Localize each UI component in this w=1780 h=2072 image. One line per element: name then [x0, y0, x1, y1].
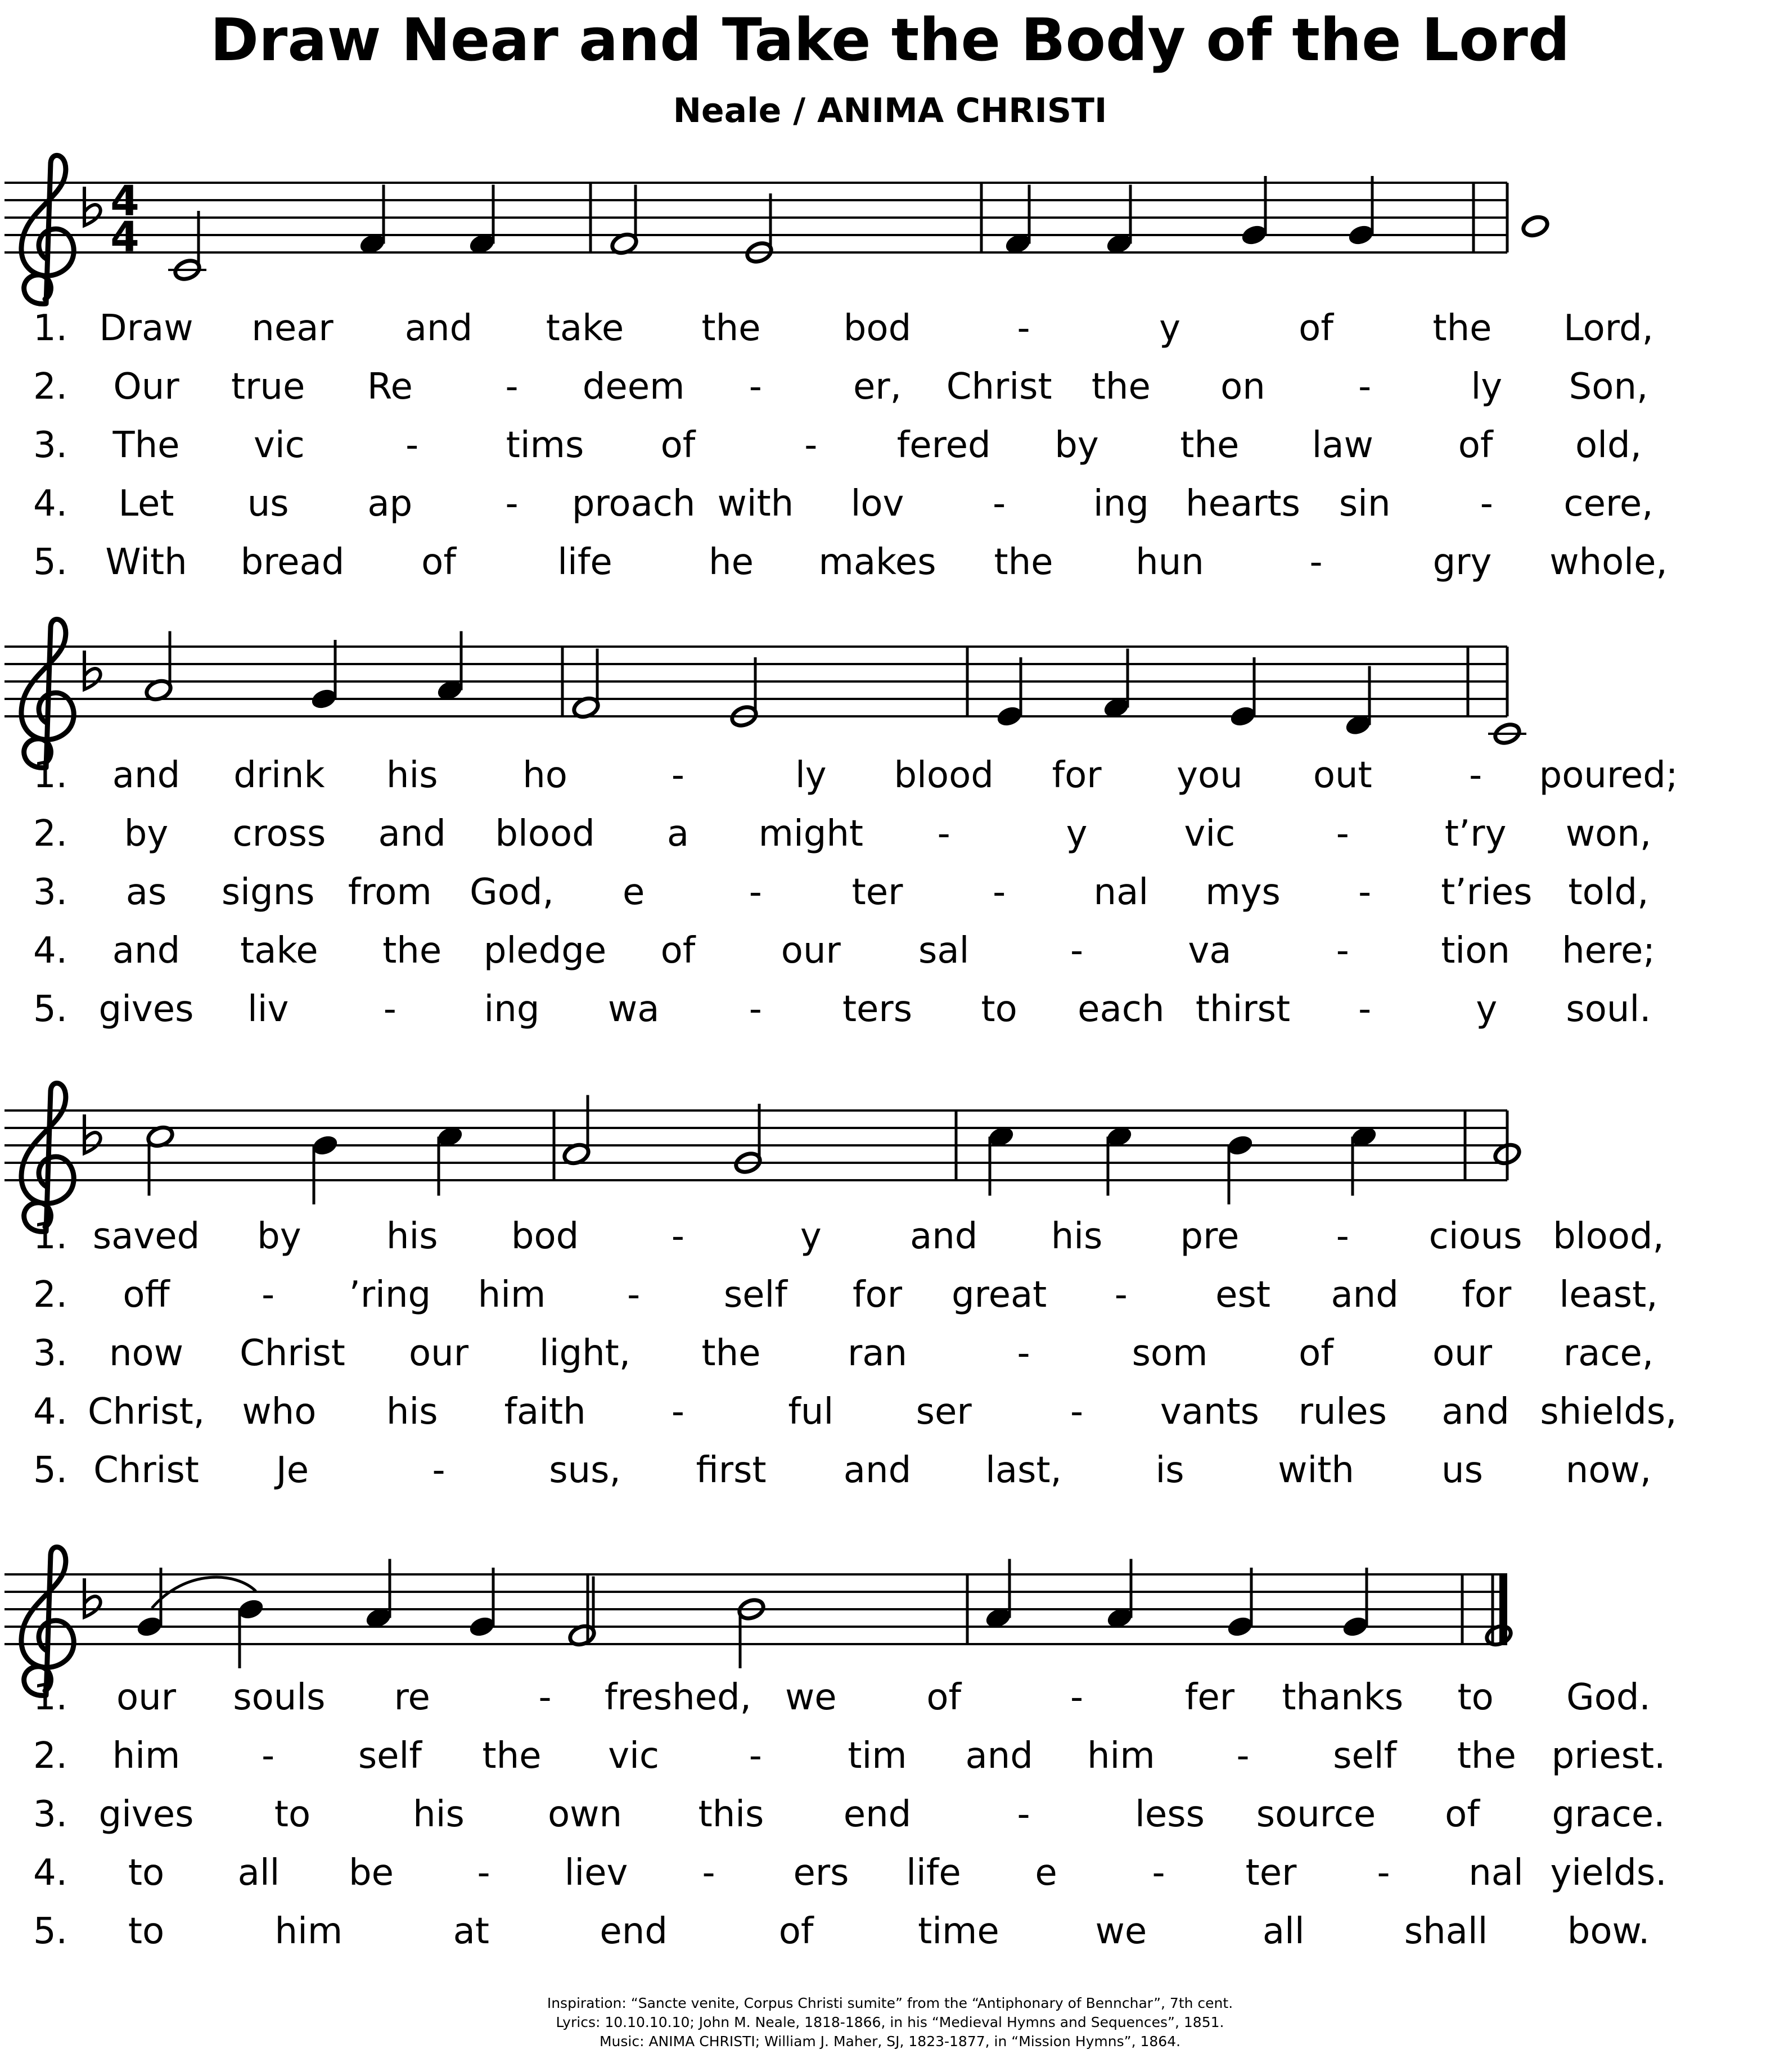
lyric-syllable: souls: [233, 1677, 326, 1718]
lyrics-block-2: [33, 755, 1678, 1030]
hyphen: -: [505, 366, 519, 408]
lyric-syllable: and: [404, 308, 473, 349]
lyric-syllable: sus,: [549, 1450, 621, 1491]
hyphen: -: [671, 1391, 685, 1433]
verse-number: 5.: [33, 988, 67, 1030]
lyric-syllable: gives: [98, 988, 194, 1030]
verse-number: 4.: [33, 1852, 67, 1894]
lyric-syllable: Christ,: [87, 1391, 205, 1433]
staff-system-2: [4, 619, 1526, 768]
verse-number: 1.: [33, 755, 67, 796]
lyric-syllable: pre: [1180, 1216, 1240, 1257]
lyric-syllable: Our: [113, 366, 179, 408]
lyric-syllable: hun: [1135, 541, 1204, 583]
lyric-syllable: ers: [793, 1852, 849, 1894]
lyric-syllable: fered: [896, 425, 991, 466]
verse-number: 5.: [33, 541, 67, 583]
hyphen: -: [749, 872, 762, 913]
lyric-syllable: soul.: [1566, 988, 1651, 1030]
hyphen: -: [1017, 1333, 1030, 1374]
verse-number: 1.: [33, 1216, 67, 1257]
lyric-syllable: now: [109, 1333, 184, 1374]
lyric-syllable: and: [909, 1216, 978, 1257]
lyric-syllable: old,: [1575, 425, 1642, 466]
lyrics-block-4: [33, 1677, 1667, 1952]
lyric-syllable: Lord,: [1563, 308, 1653, 349]
lyric-syllable: and: [843, 1450, 912, 1491]
lyric-syllable: his: [386, 1216, 438, 1257]
lyric-syllable: blood,: [1553, 1216, 1664, 1257]
verse-number: 3.: [33, 872, 67, 913]
lyric-syllable: grace.: [1552, 1794, 1665, 1835]
hyphen: -: [477, 1852, 490, 1894]
lyric-syllable: ap: [367, 483, 413, 525]
lyric-syllable: and: [1331, 1274, 1399, 1316]
lyric-syllable: at: [453, 1911, 489, 1952]
flat-sign-icon: [84, 1578, 101, 1617]
lyric-syllable: to: [1457, 1677, 1494, 1718]
hyphen: -: [804, 425, 818, 466]
lyric-syllable: som: [1132, 1333, 1208, 1374]
lyric-syllable: take: [240, 930, 318, 972]
lyric-syllable: Christ: [240, 1333, 345, 1374]
flat-sign-icon: [84, 651, 101, 689]
lyric-syllable: pledge: [483, 930, 607, 972]
lyric-syllable: rules: [1298, 1391, 1387, 1433]
hyphen: -: [671, 1216, 685, 1257]
lyric-syllable: each: [1078, 988, 1165, 1030]
verse-number: 2.: [33, 1735, 67, 1777]
lyric-syllable: him: [477, 1274, 546, 1316]
lyric-syllable: vic: [253, 425, 305, 466]
lyric-syllable: with: [717, 483, 794, 525]
verse-number: 3.: [33, 1794, 67, 1835]
hyphen: -: [432, 1450, 445, 1491]
flat-sign-icon: [84, 1114, 101, 1153]
hyphen: -: [262, 1274, 275, 1316]
lyric-syllable: nal: [1093, 872, 1149, 913]
lyric-syllable: of: [926, 1677, 962, 1718]
lyric-syllable: his: [386, 1391, 438, 1433]
lyric-syllable: of: [1458, 425, 1493, 466]
lyric-syllable: source: [1256, 1794, 1376, 1835]
final-bar-thick: [1499, 1574, 1507, 1644]
lyric-syllable: priest.: [1551, 1735, 1666, 1777]
hyphen: -: [1017, 1794, 1030, 1835]
lyric-syllable: and: [965, 1735, 1033, 1777]
hyphen: -: [405, 425, 419, 466]
lyric-syllable: our: [116, 1677, 177, 1718]
hyphen: -: [538, 1677, 552, 1718]
lyric-syllable: near: [251, 308, 334, 349]
lyric-syllable: y: [1476, 988, 1498, 1030]
hymn-subtitle: Neale / ANIMA CHRISTI: [673, 91, 1107, 130]
lyric-syllable: ly: [1471, 366, 1503, 408]
lyric-syllable: end: [600, 1911, 668, 1952]
staff-system-1: [4, 155, 1550, 304]
lyric-syllable: of: [660, 930, 696, 972]
hyphen: -: [627, 1274, 641, 1316]
lyric-syllable: of: [778, 1911, 814, 1952]
lyric-syllable: ly: [795, 755, 827, 796]
verse-number: 4.: [33, 930, 67, 972]
lyric-syllable: all: [237, 1852, 280, 1894]
lyric-syllable: thirst: [1195, 988, 1291, 1030]
lyric-syllable: tims: [506, 425, 584, 466]
lyric-syllable: re: [394, 1677, 430, 1718]
lyric-syllable: him: [112, 1735, 181, 1777]
lyric-syllable: who: [242, 1391, 317, 1433]
time-signature-top: 4: [110, 177, 139, 225]
hyphen: -: [1070, 1391, 1084, 1433]
hyphen: -: [993, 872, 1006, 913]
note-head: [1521, 214, 1550, 238]
lyric-syllable: drink: [233, 755, 325, 796]
lyric-syllable: bod: [843, 308, 912, 349]
lyrics-block-1: [33, 308, 1668, 583]
lyric-syllable: the: [482, 1735, 542, 1777]
lyric-syllable: vants: [1160, 1391, 1259, 1433]
lyric-syllable: tion: [1441, 930, 1510, 972]
lyric-syllable: to: [274, 1794, 311, 1835]
lyric-syllable: his: [1051, 1216, 1103, 1257]
lyric-syllable: yields.: [1550, 1852, 1667, 1894]
hyphen: -: [1358, 872, 1372, 913]
lyric-syllable: off: [123, 1274, 170, 1316]
lyric-syllable: blood: [894, 755, 994, 796]
lyric-syllable: ing: [484, 988, 540, 1030]
lyric-syllable: of: [421, 541, 456, 583]
lyric-syllable: mys: [1205, 872, 1281, 913]
lyric-syllable: liv: [247, 988, 289, 1030]
lyric-syllable: liev: [564, 1852, 628, 1894]
lyric-syllable: makes: [818, 541, 936, 583]
lyric-syllable: us: [1441, 1450, 1483, 1491]
lyric-syllable: our: [1432, 1333, 1493, 1374]
hyphen: -: [1017, 308, 1030, 349]
treble-clef-icon: [21, 619, 74, 768]
lyric-syllable: the: [1432, 308, 1492, 349]
lyric-syllable: t’ry: [1444, 813, 1507, 855]
lyric-syllable: for: [853, 1274, 902, 1316]
lyric-syllable: life: [906, 1852, 961, 1894]
lyric-syllable: by: [124, 813, 169, 855]
lyric-syllable: the: [1457, 1735, 1516, 1777]
lyric-syllable: won,: [1565, 813, 1652, 855]
lyric-syllable: he: [709, 541, 754, 583]
lyric-syllable: thanks: [1282, 1677, 1404, 1718]
lyric-syllable: ful: [788, 1391, 834, 1433]
lyric-syllable: great: [952, 1274, 1047, 1316]
lyric-syllable: gry: [1432, 541, 1492, 583]
verse-number: 5.: [33, 1450, 67, 1491]
lyric-syllable: Son,: [1569, 366, 1648, 408]
lyric-syllable: his: [413, 1794, 465, 1835]
lyric-syllable: signs: [221, 872, 315, 913]
verse-number: 1.: [33, 308, 67, 349]
lyric-syllable: true: [231, 366, 305, 408]
lyric-syllable: the: [701, 308, 761, 349]
lyric-syllable: ’ring: [349, 1274, 431, 1316]
lyric-syllable: fer: [1184, 1677, 1235, 1718]
lyric-syllable: him: [1087, 1735, 1155, 1777]
lyric-syllable: the: [994, 541, 1053, 583]
lyric-syllable: cross: [232, 813, 326, 855]
lyric-syllable: Christ: [946, 366, 1052, 408]
treble-clef-icon: [21, 155, 74, 304]
lyric-syllable: told,: [1568, 872, 1649, 913]
verse-number: 4.: [33, 1391, 67, 1433]
time-signature-bottom: 4: [110, 213, 139, 261]
lyric-syllable: and: [112, 755, 181, 796]
lyric-syllable: race,: [1563, 1333, 1654, 1374]
lyric-syllable: vic: [608, 1735, 660, 1777]
lyric-syllable: Christ: [93, 1450, 199, 1491]
verse-number: 5.: [33, 1911, 67, 1952]
lyric-syllable: of: [660, 425, 696, 466]
lyric-syllable: whole,: [1549, 541, 1668, 583]
lyric-syllable: sal: [918, 930, 970, 972]
lyric-syllable: lov: [850, 483, 904, 525]
lyric-syllable: With: [105, 541, 187, 583]
lyric-syllable: law: [1312, 425, 1373, 466]
hyphen: -: [1480, 483, 1493, 525]
lyric-syllable: bread: [240, 541, 345, 583]
lyric-syllable: and: [378, 813, 446, 855]
lyric-syllable: least,: [1559, 1274, 1658, 1316]
verse-number: 1.: [33, 1677, 67, 1718]
lyric-syllable: e: [622, 872, 645, 913]
lyric-syllable: ho: [522, 755, 567, 796]
verse-number: 2.: [33, 366, 67, 408]
lyric-syllable: y: [1066, 813, 1088, 855]
hyphen: -: [993, 483, 1006, 525]
lyric-syllable: e: [1035, 1852, 1057, 1894]
hyphen: -: [1358, 988, 1372, 1030]
verse-number: 2.: [33, 1274, 67, 1316]
footer-music: Music: ANIMA CHRISTI; William J. Maher, SJ, 1823-1877, in “Mission Hymns”, 1864.: [599, 2033, 1181, 2050]
hyphen: -: [1070, 1677, 1084, 1718]
lyric-syllable: we: [785, 1677, 837, 1718]
verse-number: 3.: [33, 425, 67, 466]
lyric-syllable: take: [546, 308, 624, 349]
hyphen: -: [702, 1852, 715, 1894]
lyric-syllable: as: [125, 872, 167, 913]
lyric-syllable: nal: [1468, 1852, 1524, 1894]
lyric-syllable: proach: [571, 483, 696, 525]
hymn-title: Draw Near and Take the Body of the Lord: [210, 6, 1570, 74]
lyric-syllable: self: [723, 1274, 787, 1316]
hyphen: -: [749, 988, 762, 1030]
hyphen: -: [1358, 366, 1372, 408]
hyphen: -: [262, 1735, 275, 1777]
flat-sign-icon: [84, 187, 101, 225]
lyric-syllable: y: [1159, 308, 1180, 349]
footer-lyrics: Lyrics: 10.10.10.10; John M. Neale, 1818-1866, in his “Medieval Hymns and Sequences”, 1851.: [556, 2014, 1224, 2030]
lyric-syllable: God.: [1566, 1677, 1651, 1718]
hyphen: -: [1070, 930, 1084, 972]
lyric-syllable: of: [1299, 308, 1333, 349]
lyric-syllable: for: [1462, 1274, 1512, 1316]
lyric-syllable: ran: [847, 1333, 908, 1374]
lyric-syllable: light,: [539, 1333, 631, 1374]
hyphen: -: [671, 755, 685, 796]
lyric-syllable: for: [1052, 755, 1102, 796]
hyphen: -: [1152, 1852, 1165, 1894]
lyric-syllable: and: [1441, 1391, 1509, 1433]
lyric-syllable: life: [557, 541, 612, 583]
lyric-syllable: now,: [1565, 1450, 1652, 1491]
lyric-syllable: by: [257, 1216, 301, 1257]
hyphen: -: [937, 813, 950, 855]
hyphen: -: [1114, 1274, 1128, 1316]
lyric-syllable: here;: [1562, 930, 1655, 972]
lyric-syllable: va: [1188, 930, 1232, 972]
lyric-syllable: the: [1091, 366, 1151, 408]
lyric-syllable: The: [112, 425, 180, 466]
hyphen: -: [1377, 1852, 1390, 1894]
lyric-syllable: Let: [118, 483, 174, 525]
staff-system-4: [4, 1547, 1513, 1695]
lyric-syllable: of: [1299, 1333, 1333, 1374]
lyric-syllable: all: [1262, 1911, 1305, 1952]
lyric-syllable: first: [696, 1450, 767, 1491]
footer-inspiration: Inspiration: “Sancte venite, Corpus Christi sumite” from the “Antiphonary of Bennchar”, 7th cent.: [547, 1995, 1233, 2011]
verse-number: 3.: [33, 1333, 67, 1374]
lyric-syllable: ter: [851, 872, 903, 913]
hyphen: -: [1469, 755, 1482, 796]
hyphen: -: [1336, 930, 1349, 972]
lyric-syllable: time: [918, 1911, 999, 1952]
lyric-syllable: gives: [98, 1794, 194, 1835]
lyric-syllable: and: [112, 930, 181, 972]
lyric-syllable: ser: [916, 1391, 972, 1433]
lyric-syllable: cere,: [1563, 483, 1653, 525]
lyric-syllable: out: [1313, 755, 1372, 796]
lyric-syllable: ing: [1093, 483, 1149, 525]
hyphen: -: [505, 483, 519, 525]
lyric-syllable: our: [408, 1333, 469, 1374]
lyric-syllable: self: [358, 1735, 422, 1777]
hyphen: -: [383, 988, 396, 1030]
hyphen: -: [1309, 541, 1323, 583]
staff-system-3: [4, 1083, 1522, 1231]
lyric-syllable: freshed,: [604, 1677, 751, 1718]
lyric-syllable: est: [1215, 1274, 1270, 1316]
treble-clef-icon: [21, 1547, 74, 1695]
lyric-syllable: the: [701, 1333, 761, 1374]
lyric-syllable: bow.: [1567, 1911, 1650, 1952]
lyric-syllable: saved: [92, 1216, 200, 1257]
lyric-syllable: er,: [853, 366, 902, 408]
lyric-syllable: God,: [470, 872, 554, 913]
hyphen: -: [749, 1735, 762, 1777]
lyric-syllable: blood: [495, 813, 595, 855]
lyric-syllable: might: [758, 813, 864, 855]
verse-number: 2.: [33, 813, 67, 855]
lyric-syllable: a: [666, 813, 690, 855]
lyric-syllable: you: [1177, 755, 1243, 796]
lyric-syllable: to: [128, 1852, 165, 1894]
lyric-syllable: deem: [582, 366, 685, 408]
lyric-syllable: ter: [1245, 1852, 1297, 1894]
lyric-syllable: Re: [367, 366, 413, 408]
lyric-syllable: ters: [842, 988, 913, 1030]
lyric-syllable: from: [348, 872, 432, 913]
lyric-syllable: us: [247, 483, 289, 525]
lyric-syllable: bod: [511, 1216, 579, 1257]
lyric-syllable: be: [349, 1852, 394, 1894]
lyric-syllable: self: [1333, 1735, 1397, 1777]
lyric-syllable: Draw: [99, 308, 193, 349]
lyric-syllable: y: [800, 1216, 822, 1257]
lyric-syllable: sin: [1339, 483, 1391, 525]
lyric-syllable: we: [1095, 1911, 1147, 1952]
lyric-syllable: the: [382, 930, 442, 972]
lyric-syllable: him: [274, 1911, 343, 1952]
lyric-syllable: vic: [1184, 813, 1236, 855]
lyric-syllable: of: [1445, 1794, 1480, 1835]
lyric-syllable: to: [128, 1911, 165, 1952]
lyric-syllable: is: [1155, 1450, 1184, 1491]
lyric-syllable: his: [386, 755, 438, 796]
lyric-syllable: on: [1220, 366, 1265, 408]
hyphen: -: [1236, 1735, 1250, 1777]
lyric-syllable: poured;: [1539, 755, 1678, 796]
lyric-syllable: cious: [1428, 1216, 1522, 1257]
lyric-syllable: t’ries: [1441, 872, 1533, 913]
lyric-syllable: by: [1055, 425, 1099, 466]
lyrics-block-3: [33, 1216, 1677, 1491]
lyric-syllable: with: [1278, 1450, 1354, 1491]
hyphen: -: [749, 366, 762, 408]
hyphen: -: [1336, 813, 1349, 855]
lyric-syllable: wa: [607, 988, 660, 1030]
lyric-syllable: less: [1135, 1794, 1205, 1835]
treble-clef-icon: [21, 1083, 74, 1231]
hyphen: -: [1336, 1216, 1349, 1257]
lyric-syllable: last,: [985, 1450, 1062, 1491]
lyric-syllable: end: [843, 1794, 912, 1835]
lyric-syllable: our: [781, 930, 841, 972]
verse-number: 4.: [33, 483, 67, 525]
lyric-syllable: to: [981, 988, 1017, 1030]
lyric-syllable: own: [547, 1794, 623, 1835]
lyric-syllable: Je: [276, 1450, 309, 1491]
lyric-syllable: hearts: [1186, 483, 1300, 525]
lyric-syllable: tim: [848, 1735, 907, 1777]
lyric-syllable: shall: [1404, 1911, 1488, 1952]
lyric-syllable: shields,: [1540, 1391, 1677, 1433]
lyric-syllable: faith: [504, 1391, 586, 1433]
lyric-syllable: the: [1180, 425, 1240, 466]
lyric-syllable: this: [698, 1794, 764, 1835]
